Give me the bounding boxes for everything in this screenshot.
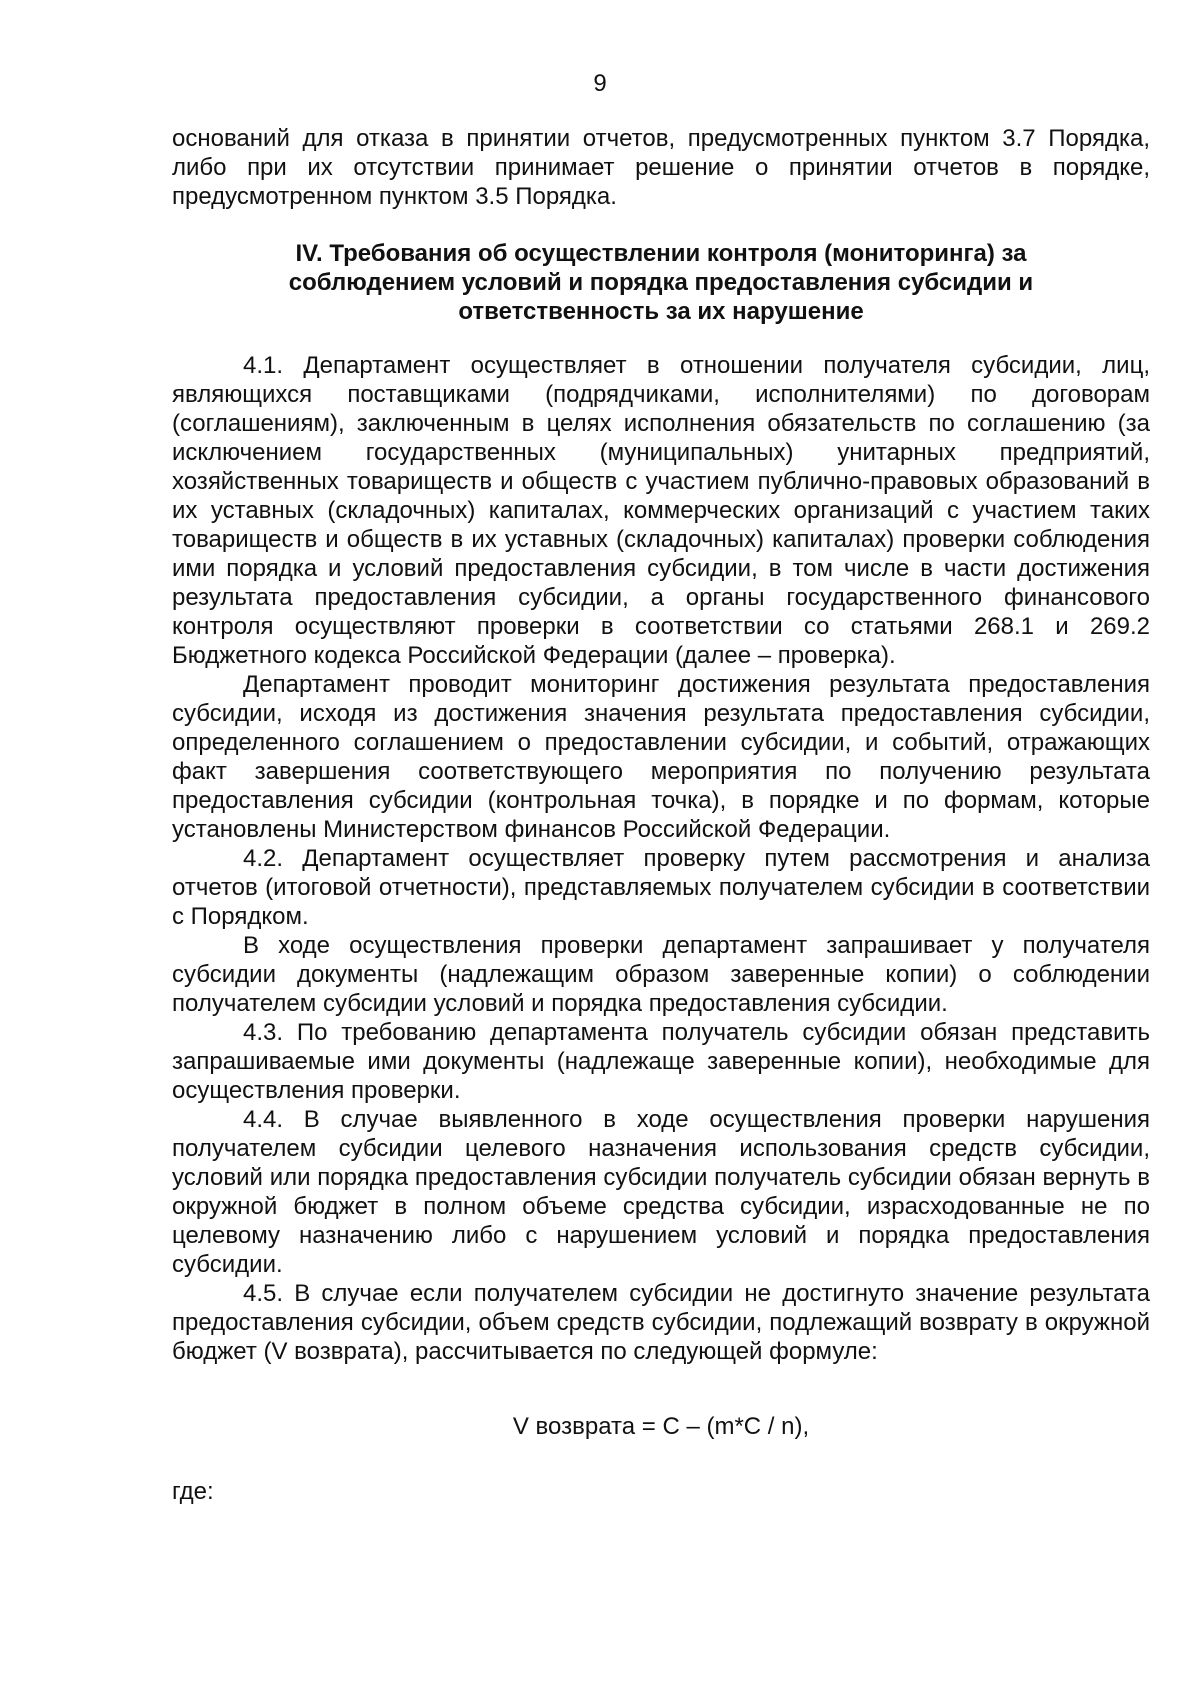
- refund-formula: V возврата = C – (m*C / n),: [512, 1413, 810, 1440]
- section-heading: [172, 239, 1150, 326]
- paragraph-request-documents: В ходе осуществления проверки департамент запрашивает у получателя субсидии документы (надлежащим образом заверенные копии) о соблюдении получателем субсидии условий и порядка предоставления субсидии.: [172, 932, 1150, 1017]
- document-body: [172, 124, 1150, 1506]
- where-label: где:: [172, 1478, 214, 1505]
- paragraph-4-2: 4.2. Департамент осуществляет проверку путем рассмотрения и анализа отчетов (итоговой отчетности), представляемых получателем субсидии в соответствии с Порядком.: [172, 845, 1150, 930]
- section-heading-line: IV. Требования об осуществлении контроля (мониторинга) за: [295, 240, 1027, 267]
- paragraph-4-4: 4.4. В случае выявленного в ходе осуществления проверки нарушения получателем субсидии целевого назначения использования средств субсидии, условий или порядка предоставления субсидии получатель субсидии обязан вернуть в окружной бюджет в полном объеме средства субсидии, израсходованные не по целевому назначению либо с нарушением условий и порядка предоставления субсидии.: [172, 1106, 1150, 1278]
- paragraph-4-5: 4.5. В случае если получателем субсидии не достигнуто значение результата предоставления субсидии, объем средств субсидии, подлежащий возврату в окружной бюджет (V возврата), рассчитывается по следующей формуле:: [172, 1280, 1150, 1365]
- paragraph-monitoring: Департамент проводит мониторинг достижения результата предоставления субсидии, исходя из достижения значения результата предоставления субсидии, определенного соглашением о предоставлении субсидии, и событий, отражающих факт завершения соответствующего мероприятия по получению результата предоставления субсидии (контрольная точка), в порядке и по формам, которые установлены Министерством финансов Российской Федерации.: [172, 671, 1150, 843]
- paragraph-4-3: 4.3. По требованию департамента получатель субсидии обязан представить запрашиваемые ими документы (надлежаще заверенные копии), необходимые для осуществления проверки.: [172, 1019, 1150, 1104]
- page-number: 9: [593, 70, 607, 97]
- intro-paragraph: оснований для отказа в принятии отчетов, предусмотренных пунктом 3.7 Порядка, либо при их отсутствии принимает решение о принятии отчетов в порядке, предусмотренном пунктом 3.5 Порядка.: [172, 125, 1150, 210]
- section-heading-line: соблюдением условий и порядка предоставления субсидии и: [288, 269, 1034, 296]
- paragraph-4-1: 4.1. Департамент осуществляет в отношении получателя субсидии, лиц, являющихся поставщиками (подрядчиками, исполнителями) по договорам (соглашениям), заключенным в целях исполнения обязательств по соглашению (за исключением государственных (муниципальных) унитарных предприятий, хозяйственных товариществ и обществ с участием публично-правовых образований в их уставных (складочных) капиталах, коммерческих организаций с участием таких товариществ и обществ в их уставных (складочных) капиталах) проверки соблюдения ими порядка и условий предоставления субсидии, в том числе в части достижения результата предоставления субсидии, а органы государственного финансового контроля осуществляют проверки в соответствии со статьями 268.1 и 269.2 Бюджетного кодекса Российской Федерации (далее – проверка).: [172, 352, 1150, 669]
- section-heading-line: ответственность за их нарушение: [458, 298, 864, 325]
